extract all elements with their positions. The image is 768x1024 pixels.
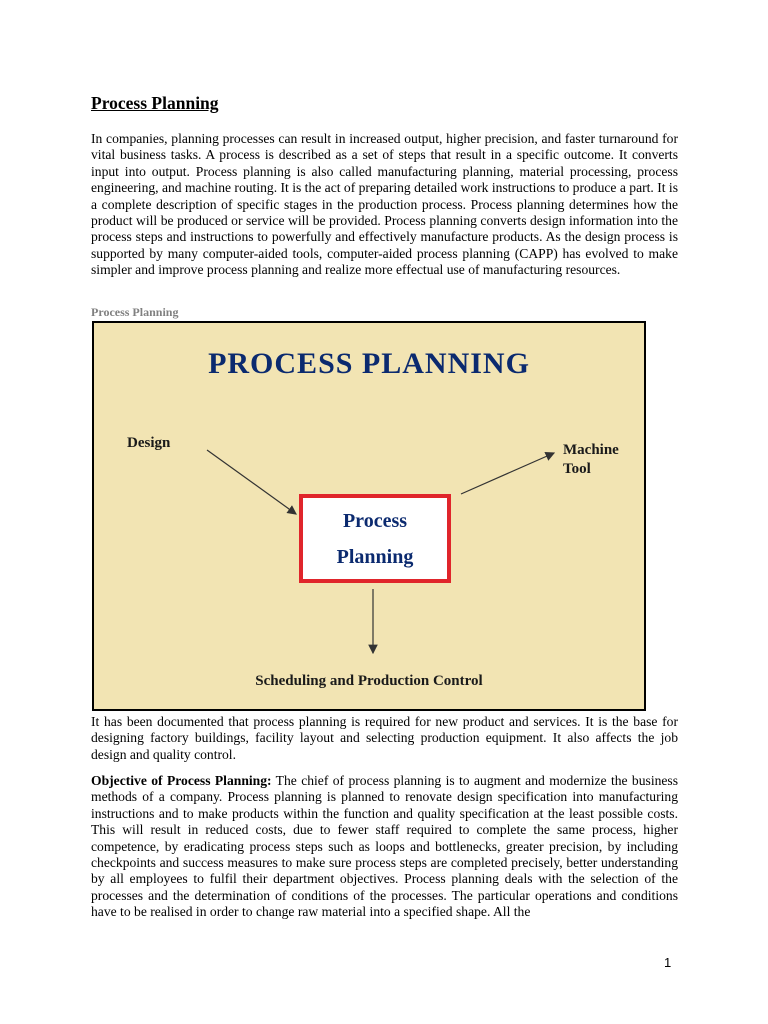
figure-caption: Process Planning: [91, 305, 179, 319]
design-label: Design: [127, 435, 171, 451]
process-planning-box-label: Process Planning: [336, 509, 414, 568]
objective-heading: Objective of Process Planning:: [91, 773, 272, 788]
objective-text: The chief of process planning is to augment and modernize the business methods of a company. Process planning is planned to renovate design specification into manufacturing instructions and to make products within the function and quality specification at the least possible costs. This will result in reduced costs, due to fewer staff required to complete the same process, higher competence, by eradicating process steps such as loops and bottlenecks, greater precision, by including checkpoints and success measures to make sure process steps are completed precisely, better understanding by all employees to fulfil their department objectives. Process planning deals with the selection of the processes and the determination of conditions of the processes. The particular operations and conditions have to be realised in order to change raw material into a specified shape. All the: [91, 773, 679, 920]
intro-paragraph: In companies, planning processes can result in increased output, higher precision, and faster turnaround for vital business tasks. A process is described as a set of steps that result in a specific outcome. It converts input into output. Process planning is also called manufacturing planning, material processing, process engineering, and machine routing. It is the act of preparing detailed work instructions to produce a part. It is a complete description of specific stages in the production process. Process planning determines how the product will be produced or service will be provided. Process planning converts design information into the process steps and instructions to powerfully and effectively manufacture products. As the design process is supported by many computer-aided tools, computer-aided process planning (CAPP) has evolved to make simpler and improve process planning and realize more effectual use of manufacturing resources.: [91, 131, 678, 278]
machine-tool-label: Machine Tool: [563, 442, 619, 477]
process-planning-box: [299, 494, 451, 583]
design-arrow: [207, 450, 296, 514]
diagram-title: PROCESS PLANNING: [208, 347, 530, 380]
page-number: 1: [664, 955, 672, 970]
page-title: Process Planning: [91, 93, 219, 113]
objective-paragraph: [91, 773, 678, 921]
body-paragraph-2: It has been documented that process planning is required for new product and services. It is the base for designing factory buildings, facility layout and selecting production equipment. It also affects the job design and quality control.: [91, 714, 678, 762]
machine-tool-arrow: [461, 453, 554, 494]
scheduling-label: Scheduling and Production Control: [255, 673, 483, 689]
process-planning-diagram: [92, 321, 646, 711]
